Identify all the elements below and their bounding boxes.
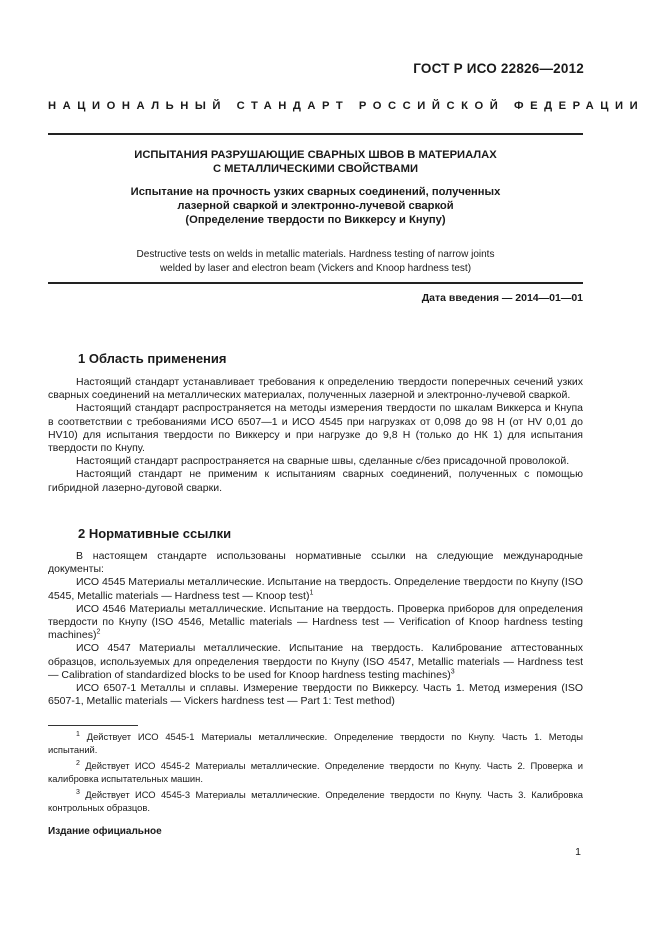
document-title bbox=[48, 148, 583, 176]
reference-item bbox=[48, 642, 583, 682]
footnote-mark[interactable]: 2 bbox=[96, 628, 101, 636]
paragraph: Настоящий стандарт устанавливает требования к определению твердости поперечных сечений узких сварных соединений на металлических материалах, полученных лазерной и электронно-лучевой сваркой. bbox=[48, 376, 583, 402]
footnote-text: Действует ИСО 4545-2 Материалы металлические. Определение твердости по Кнупу. Часть 2. Проверка и калибровка испытательных машин. bbox=[48, 760, 583, 784]
section-1-heading: 1 Область применения bbox=[78, 351, 227, 366]
footnote bbox=[48, 760, 583, 785]
official-edition-label: Издание официальное bbox=[48, 826, 162, 837]
footnote bbox=[48, 789, 583, 814]
paragraph: Настоящий стандарт не применим к испытаниям сварных соединений, полученных с помощью гибридной лазерно-дуговой сварки. bbox=[48, 468, 583, 494]
footnote-text: Действует ИСО 4545-3 Материалы металлические. Определение твердости по Кнупу. Часть 3. Калибровка контрольных образцов. bbox=[48, 789, 583, 813]
paragraph: В настоящем стандарте использованы нормативные ссылки на следующие международные документы: bbox=[48, 550, 583, 576]
footnote-mark[interactable]: 1 bbox=[309, 589, 314, 597]
national-standard-banner: НАЦИОНАЛЬНЫЙ СТАНДАРТ РОССИЙСКОЙ ФЕДЕРАЦИИ bbox=[48, 100, 645, 112]
footnote-number: 1 bbox=[76, 730, 80, 738]
reference-item: ИСО 6507-1 Металлы и сплавы. Измерение твердости по Виккерсу. Часть 1. Метод измерения (ISO 6507-1, Metallic materials — Vickers hardness test — Part 1: Test method) bbox=[48, 682, 583, 708]
title-line: ИСПЫТАНИЯ РАЗРУШАЮЩИЕ СВАРНЫХ ШВОВ В МАТЕРИАЛАХ bbox=[134, 149, 497, 161]
footnote-mark[interactable]: 3 bbox=[450, 668, 455, 676]
subtitle-line: (Определение твердости по Виккерсу и Кнупу) bbox=[185, 214, 446, 226]
english-title-line: welded by laser and electron beam (Vickers and Knoop hardness test) bbox=[159, 262, 472, 274]
footnote-divider bbox=[48, 725, 138, 726]
subtitle-line: лазерной сваркой и электронно-лучевой сваркой bbox=[177, 200, 454, 212]
footnote-number: 2 bbox=[76, 760, 80, 768]
standard-number: ГОСТ Р ИСО 22826—2012 bbox=[413, 61, 584, 76]
document-subtitle bbox=[48, 185, 583, 227]
page-number: 1 bbox=[575, 846, 581, 858]
subtitle-line: Испытание на прочность узких сварных соединений, полученных bbox=[130, 186, 501, 198]
reference-item bbox=[48, 603, 583, 643]
paragraph: Настоящий стандарт распространяется на сварные швы, сделанные с/без присадочной проволокой. bbox=[76, 455, 570, 468]
english-title-line: Destructive tests on welds in metallic materials. Hardness testing of narrow joints bbox=[136, 249, 495, 260]
footnote bbox=[48, 731, 583, 756]
title-divider bbox=[48, 282, 583, 284]
paragraph: Настоящий стандарт распространяется на методы измерения твердости по шкалам Виккерса и Кнупа в соответствии с требованиями ИСО 6507—1 и ИСО 4545 при нагрузках от 0,098 до 98 Н (от HV 0,01 до HV10) для испытания твердости по Виккерсу и при нагрузке до 9,8 Н (только до НК 1) для испытания твердости по Кнупу. bbox=[48, 402, 583, 455]
footnotes bbox=[48, 731, 583, 819]
english-title bbox=[48, 248, 583, 275]
footnote-text: Действует ИСО 4545-1 Материалы металлические. Определение твердости по Кнупу. Часть 1. Методы испытаний. bbox=[48, 731, 583, 755]
section-2-body bbox=[48, 550, 583, 708]
section-2-heading: 2 Нормативные ссылки bbox=[78, 526, 232, 541]
reference-text: ИСО 4546 Материалы металлические. Испытание на твердость. Проверка приборов для определения твердости по Кнупу (ISO 4546, Metallic materials — Hardness test — Verification of Knoop hardness testing machines) bbox=[48, 602, 583, 642]
section-1-body bbox=[48, 376, 583, 495]
top-divider bbox=[48, 133, 583, 135]
title-line: С МЕТАЛЛИЧЕСКИМИ СВОЙСТВАМИ bbox=[212, 163, 418, 175]
reference-text: ИСО 4547 Материалы металлические. Испытание на твердость. Калибрование аттестованных образцов, используемых для определения твердости по Кнупу (ISO 4547, Metallic materials — Hardness test — Calibration of standardized blocks to be used for Knoop hardness testing machines) bbox=[48, 642, 583, 681]
reference-text: ИСО 4545 Материалы металлические. Испытание на твердость. Определение твердости по Кнупу (ISO 4545, Metallic materials — Hardness test — Knoop test) bbox=[48, 576, 583, 602]
footnote-number: 3 bbox=[76, 789, 80, 797]
reference-item bbox=[48, 576, 583, 602]
introduction-date: Дата введения — 2014—01—01 bbox=[421, 292, 583, 304]
